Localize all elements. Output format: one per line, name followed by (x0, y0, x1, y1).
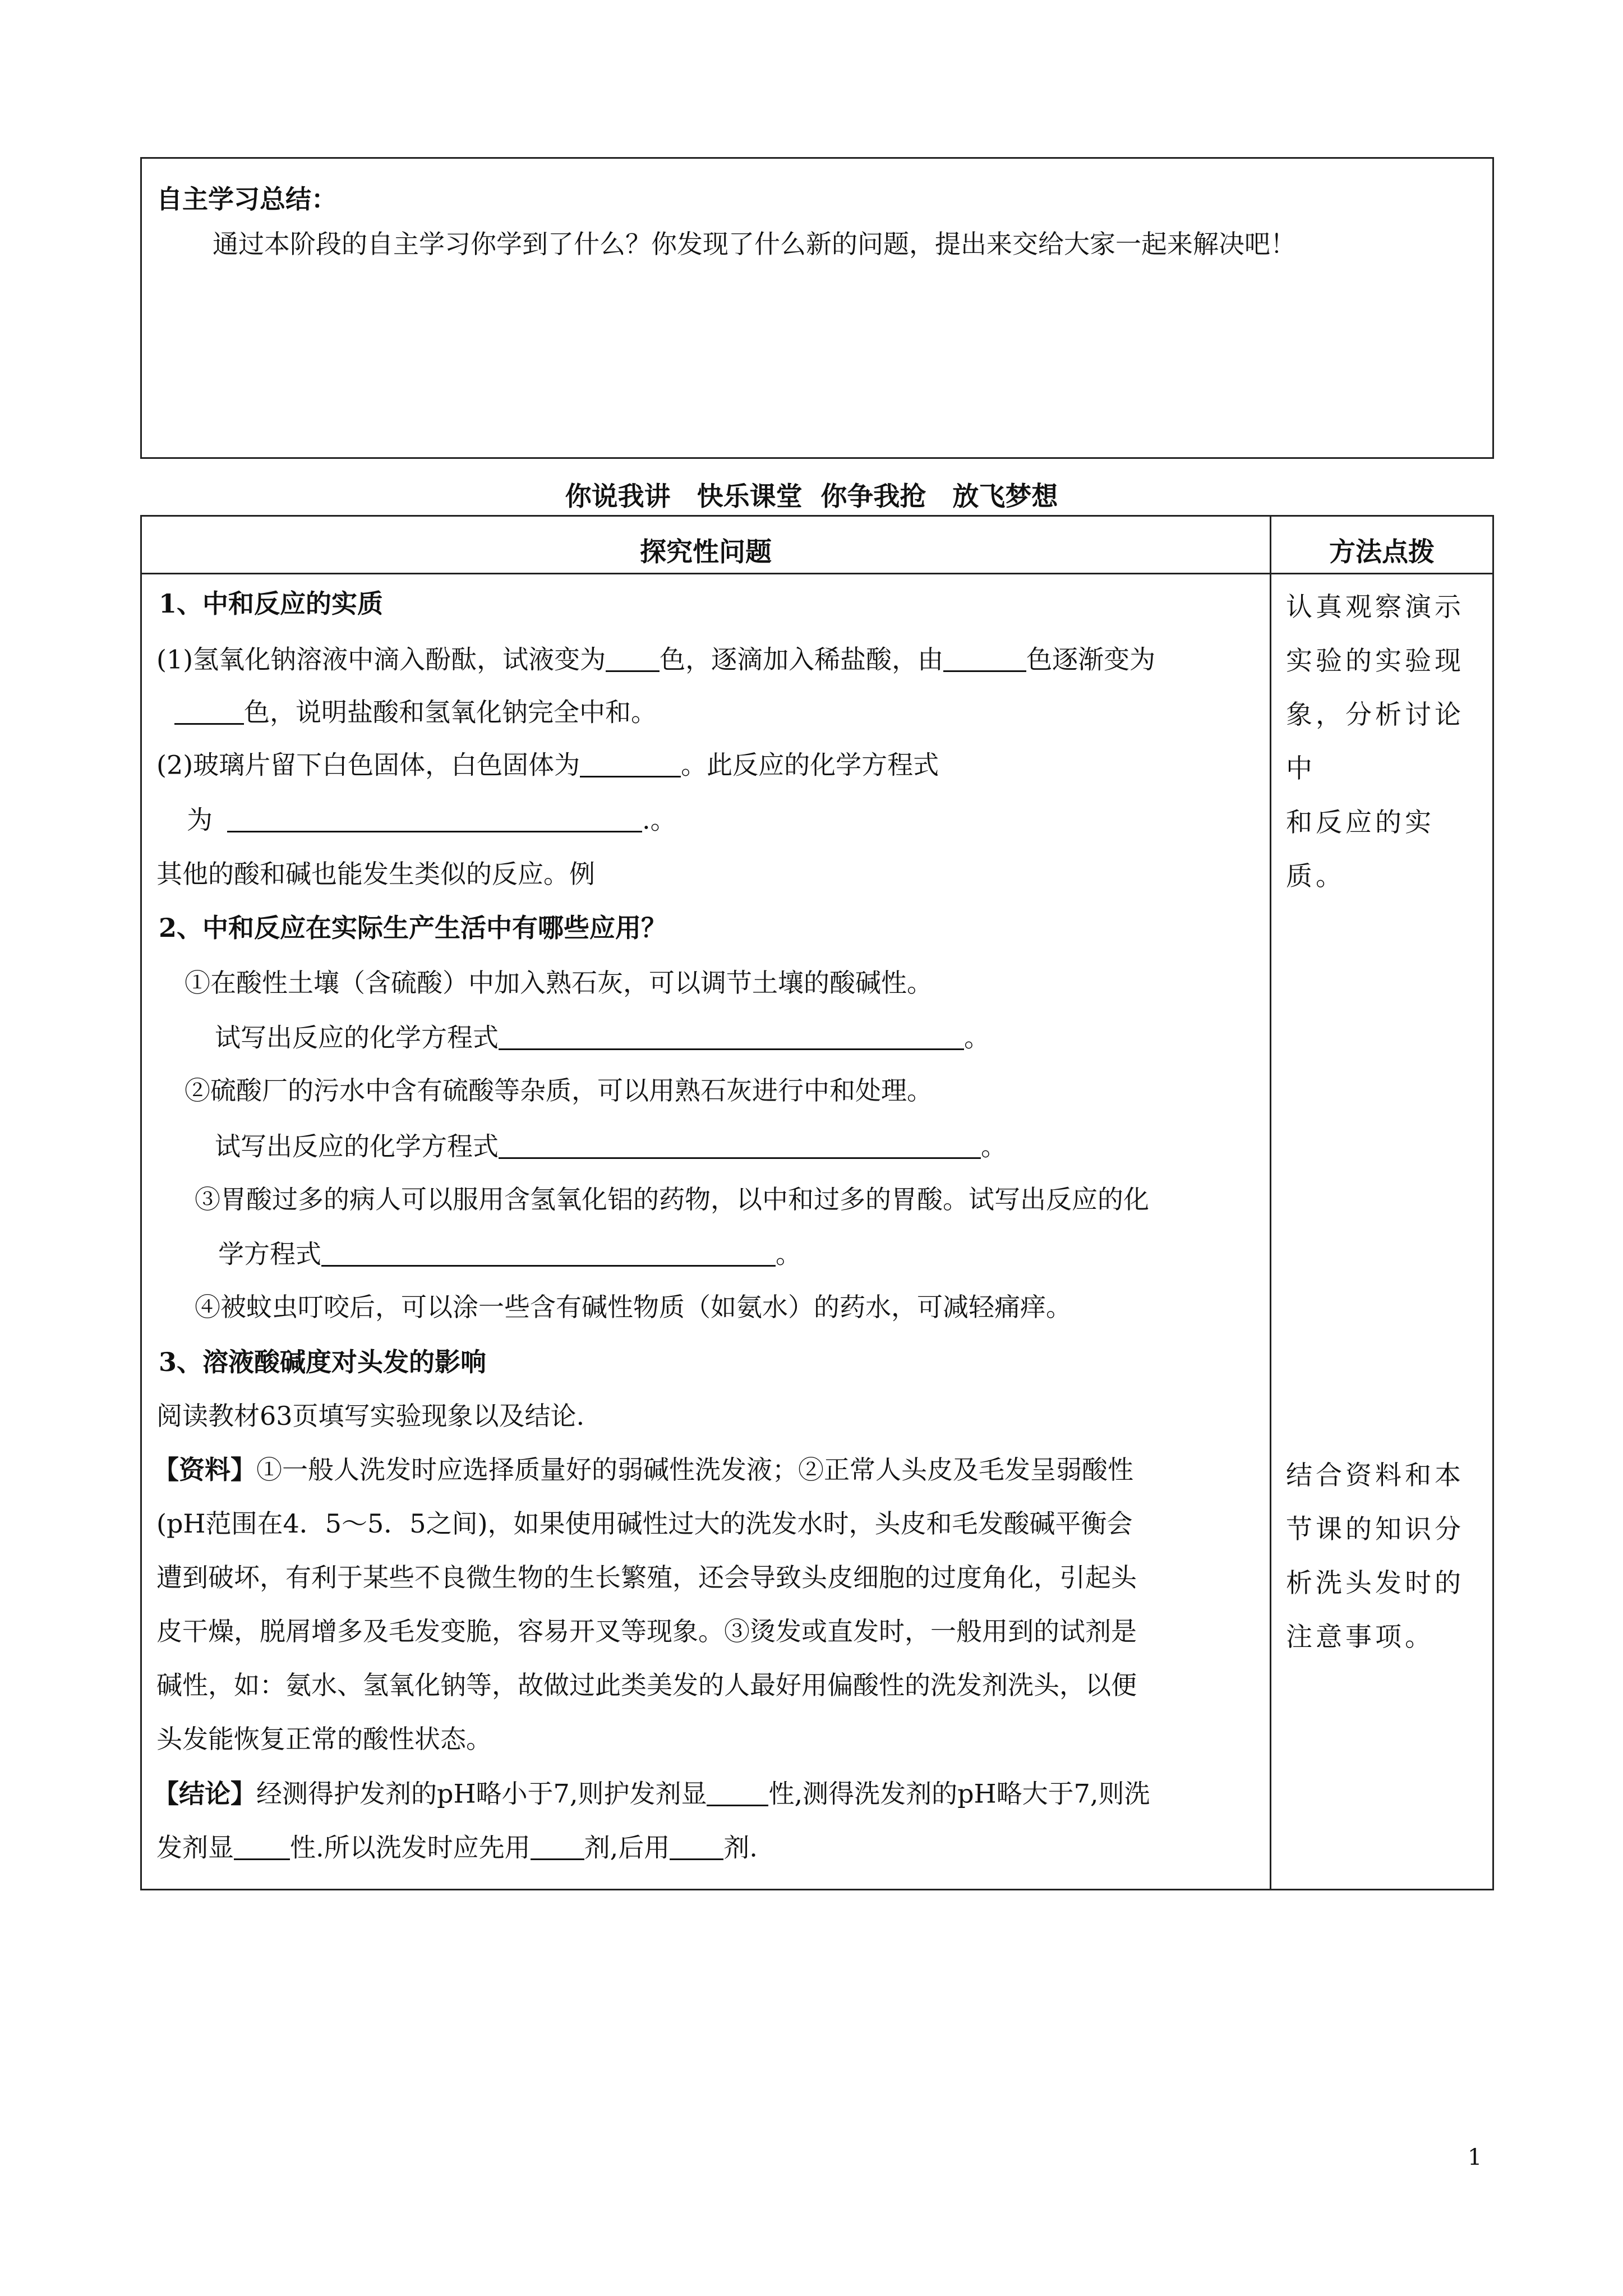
conclusion-line1: 【结论】经测得护发剂的pH略小于7,则护发剂显 性,测得洗发剂的pH略大于7,则洗 (153, 1778, 1150, 1809)
application-2-write: 试写出反应的化学方程式 。 (215, 1131, 1007, 1162)
resource-line6: 头发能恢复正常的酸性状态。 (156, 1724, 492, 1754)
slogan-heading: 你说我讲 快乐课堂 你争我抢 放飞梦想 (565, 481, 1058, 512)
resource-line4: 皮干燥，脱屑增多及毛发变脆，容易开叉等现象。③烫发或直发时，一般用到的试剂是 (156, 1616, 1137, 1646)
header-divider (142, 573, 1492, 574)
inquiry-table (140, 515, 1494, 1890)
resource-line5: 碱性，如：氨水、氢氧化钠等，故做过此类美发的人最好用偏酸性的洗发剂洗头，以便 (156, 1670, 1137, 1700)
section2-title: 2、中和反应在实际生产生活中有哪些应用？ (159, 913, 667, 943)
section1-line2: 色，说明盐酸和氢氧化钠完全中和。 (174, 696, 657, 728)
summary-box (140, 157, 1494, 459)
blank-conditioner-nature[interactable] (707, 1778, 768, 1806)
method-tip-1: 认真观察演示 实验的实验现 象，分析讨论中 和反应的实质。 (1286, 592, 1464, 892)
summary-text: 通过本阶段的自主学习你学到了什么？你发现了什么新的问题，提出来交给大家一起来解决吧！ (213, 229, 1296, 259)
section1-line1: (1)氢氧化钠溶液中滴入酚酞，试液变为 色，逐滴加入稀盐酸，由 色逐渐变为 (156, 644, 1156, 675)
blank-equation-1[interactable] (227, 804, 642, 832)
method-tip-2: 结合资料和本 节课的知识分 析洗头发时的 注意事项。 (1286, 1460, 1464, 1653)
blank-white-solid[interactable] (580, 749, 681, 777)
section1-title: 1、中和反应的实质 (159, 588, 384, 619)
blank-equation-4[interactable] (321, 1238, 776, 1267)
section3-read: 阅读教材63页填写实验现象以及结论. (156, 1401, 585, 1431)
application-1: ①在酸性土壤（含硫酸）中加入熟石灰，可以调节土壤的酸碱性。 (185, 968, 933, 998)
blank-equation-2[interactable] (499, 1022, 964, 1050)
column-divider (1270, 517, 1271, 1889)
col-header-questions: 探究性问题 (640, 537, 772, 568)
blank-color-1[interactable] (606, 643, 660, 672)
blank-color-2[interactable] (943, 643, 1026, 672)
application-3-write: 学方程式 。 (218, 1239, 801, 1269)
resource-line2: (pH范围在4．5～5．5之间)，如果使用碱性过大的洗发水时，头皮和毛发酸碱平衡会 (156, 1508, 1133, 1539)
blank-second-agent[interactable] (670, 1832, 723, 1860)
section1-line4: 为 .。 (187, 804, 676, 835)
application-1-write: 试写出反应的化学方程式 。 (215, 1022, 990, 1053)
resource-line3: 遭到破坏，有利于某些不良微生物的生长繁殖，还会导致头皮细胞的过度角化，引起头 (156, 1562, 1137, 1593)
application-3: ③胃酸过多的病人可以服用含氢氧化铝的药物，以中和过多的胃酸。试写出反应的化 (195, 1184, 1149, 1214)
blank-shampoo-nature[interactable] (234, 1832, 290, 1860)
resource-line1: 【资料】①一般人洗发时应选择质量好的弱碱性洗发液；②正常人头皮及毛发呈弱酸性 (153, 1455, 1133, 1485)
col-header-methods: 方法点拨 (1329, 537, 1435, 568)
conclusion-line2: 发剂显 性.所以洗发时应先用 剂,后用 剂. (156, 1832, 758, 1863)
section3-title: 3、溶液酸碱度对头发的影响 (159, 1347, 487, 1377)
section1-line5: 其他的酸和碱也能发生类似的反应。例 (156, 859, 595, 889)
summary-title: 自主学习总结： (156, 184, 337, 214)
page-number: 1 (1468, 2145, 1482, 2170)
blank-first-agent[interactable] (531, 1832, 584, 1860)
application-2: ②硫酸厂的污水中含有硫酸等杂质，可以用熟石灰进行中和处理。 (185, 1075, 933, 1106)
application-4: ④被蚊虫叮咬后，可以涂一些含有碱性物质（如氨水）的药水，可减轻痛痒。 (195, 1292, 1072, 1322)
blank-color-3[interactable] (174, 696, 244, 725)
blank-equation-3[interactable] (499, 1130, 981, 1159)
section1-line3: (2)玻璃片留下白色固体，白色固体为 。此反应的化学方程式 (156, 749, 939, 780)
